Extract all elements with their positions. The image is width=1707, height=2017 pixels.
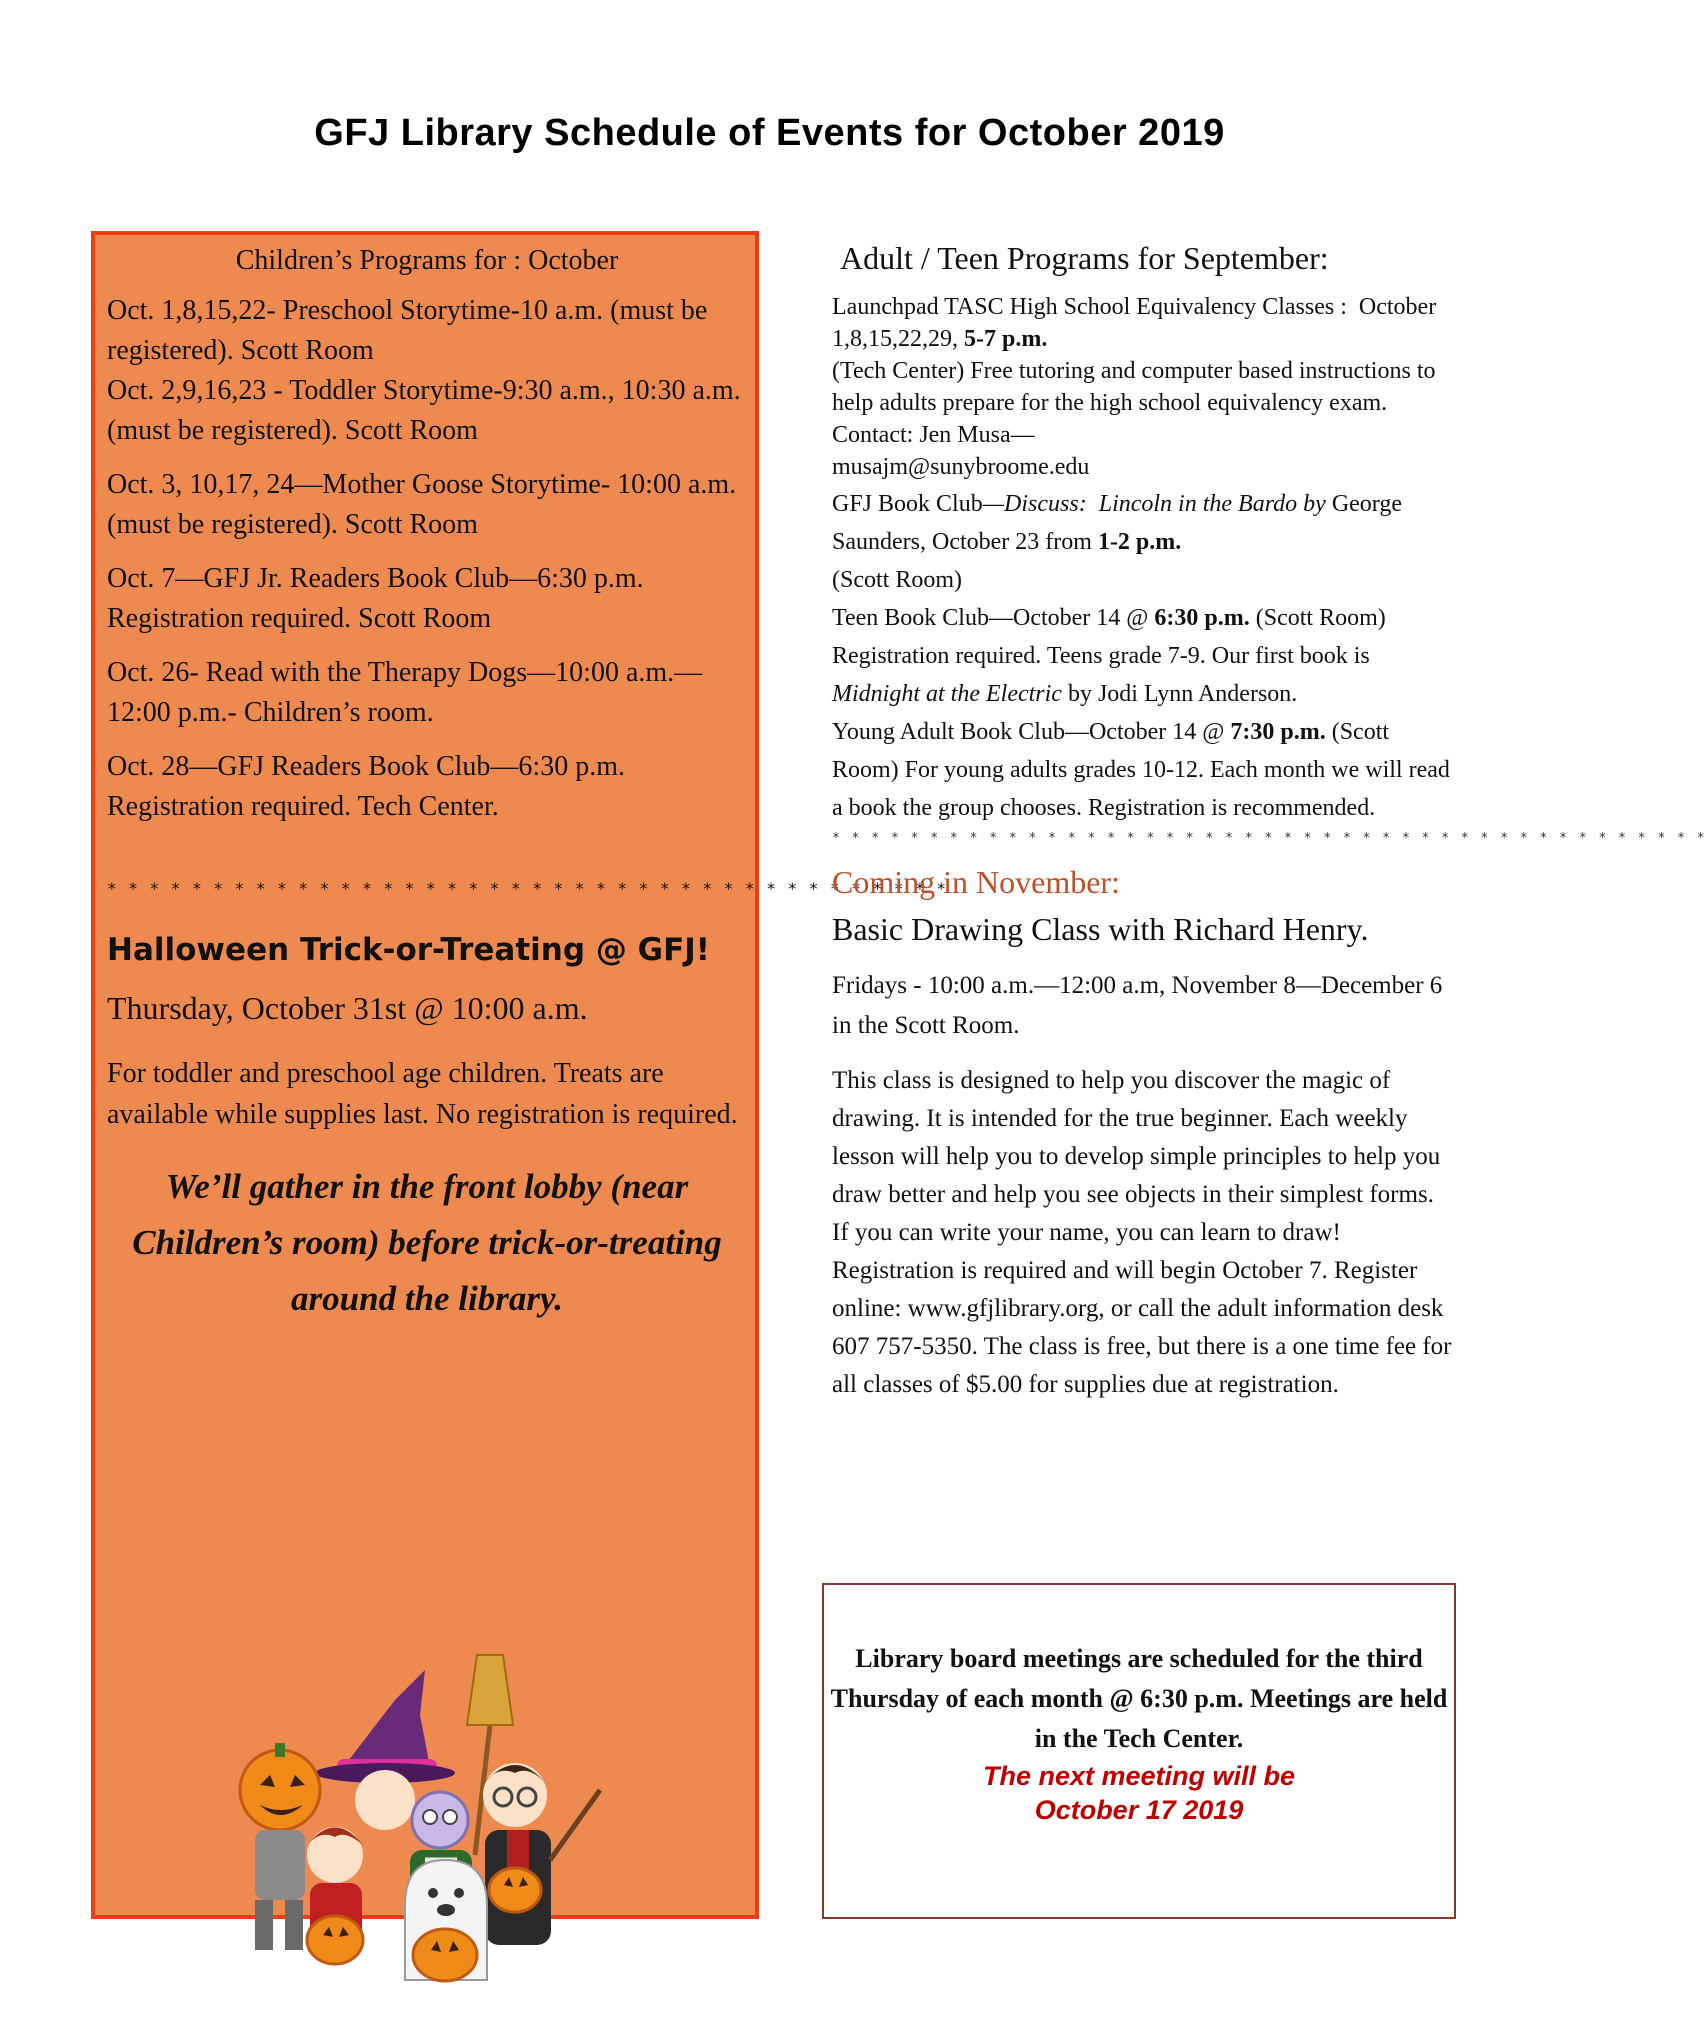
gfj-book-club-when: , October 23 from (919, 529, 1092, 555)
halloween-description: For toddler and preschool age children. Treats are available while supplies last. No registration is required. (107, 1058, 738, 1130)
teen-book-club-when: —October 14 @ (988, 605, 1149, 631)
event-therapy-dogs: Oct. 26- Read with the Therapy Dogs—10:00 a.m.—12:00 p.m.- Children’s room. (107, 657, 703, 728)
launchpad-details: (Tech Center) Free tutoring and computer based instructions to help adults prepare for the high school equivalency exam. Contact: Jen Musa— (832, 358, 1436, 448)
launchpad-dates: October 1,8,15,22,29, (832, 294, 1437, 352)
young-adult-book-club-details: (Scott Room) For young adults grades 10-12. Each month we will read a book the group chooses. Registration is recommended. (832, 719, 1450, 821)
young-adult-book-club-when: —October 14 @ (1064, 719, 1225, 745)
gfj-book-club-time: 1-2 p.m. (1097, 529, 1182, 555)
teen-book-club-book: Midnight at the Electric (832, 681, 1062, 707)
gfj-book-club-title: GFJ Book Club (832, 491, 983, 517)
teen-book-club-details: (Scott Room) Registration required. Teens grade 7-9. Our first book is (832, 605, 1386, 669)
teen-book-club (832, 599, 1452, 713)
event-toddler-storytime: Oct. 2,9,16,23 - Toddler Storytime-9:30 a.m., 10:30 a.m. (must be registered). Scott Room (107, 375, 741, 446)
halloween-date: Thursday, October 31st @ 10:00 a.m. (107, 990, 588, 1026)
adult-programs-heading: Adult / Teen Programs for September: (840, 240, 1329, 276)
gfj-book-club-author: George Saunders (832, 491, 1403, 555)
contact-email: musajm@sunybroome.edu (832, 454, 1090, 480)
teen-book-club-author: by Jodi Lynn Anderson. (1067, 681, 1298, 707)
halloween-title: Halloween Trick-or-Treating @ GFJ! (107, 932, 710, 968)
teen-book-club-title: Teen Book Club (832, 605, 989, 631)
teen-book-club-time: 6:30 p.m. (1154, 605, 1250, 631)
young-adult-book-club-title: Young Adult Book Club (832, 719, 1065, 745)
divider-stars-right: * * * * * * * * * * * * * * * * * * * * * * * * * * * * * * * * * * * * * * * * * * * * * (832, 831, 1707, 846)
halloween-gathering-note: We’ll gather in the front lobby (near Children’s room) before trick-or-treating around the library. (132, 1167, 722, 1318)
gfj-book-club-discuss: —Discuss: (982, 491, 1087, 517)
gfj-book-club-book: Lincoln in the Bardo by (1098, 491, 1326, 517)
divider-stars: * * * * * * * * * * * * * * * * * * * * * * * * * * * * * * * * * * * * * * * * (107, 879, 947, 898)
library-board-notice (822, 1583, 1456, 1919)
gfj-book-club (832, 485, 1452, 599)
halloween-kids-illustration (225, 1655, 645, 1995)
young-adult-book-club (832, 713, 1452, 827)
board-meeting-text: Library board meetings are scheduled for the third Thursday of each month @ 6:30 p.m. Meetings are held in the Tech Center. (830, 1644, 1448, 1753)
event-readers-book-club: Oct. 28—GFJ Readers Book Club—6:30 p.m. Registration required. Tech Center. (107, 751, 625, 822)
page-title: GFJ Library Schedule of Events for October 2019 (314, 112, 1225, 154)
drawing-class-schedule: Fridays - 10:00 a.m.—12:00 a.m, November 8—December 6 in the Scott Room. (832, 972, 1443, 1039)
launchpad-time: 5-7 p.m. (964, 326, 1048, 352)
coming-in-november-heading: Coming in November: (832, 864, 1120, 900)
childrens-programs-heading: Children’s Programs for : October (235, 245, 619, 276)
next-meeting-line2: October 17 2019 (1034, 1795, 1244, 1825)
event-mother-goose-storytime: Oct. 3, 10,17, 24—Mother Goose Storytime- 10:00 a.m. (must be registered). Scott Room (107, 469, 737, 540)
event-preschool-storytime: Oct. 1,8,15,22- Preschool Storytime-10 a.m. (must be registered). Scott Room (107, 295, 708, 366)
next-meeting-line1: The next meeting will be (982, 1761, 1296, 1791)
event-jr-readers-book-club: Oct. 7—GFJ Jr. Readers Book Club—6:30 p.m. Registration required. Scott Room (107, 563, 644, 634)
adult-teen-programs (832, 240, 1707, 1404)
gfj-book-club-room: (Scott Room) (832, 567, 962, 593)
young-adult-book-club-time: 7:30 p.m. (1230, 719, 1326, 745)
launchpad-tasc-program (832, 291, 1452, 483)
drawing-class-title: Basic Drawing Class with Richard Henry. (832, 911, 1369, 947)
launchpad-title: Launchpad TASC High School Equivalency Classes : (832, 294, 1347, 320)
drawing-class-description: This class is designed to help you discover the magic of drawing. It is intended for the true beginner. Each weekly lesson will help you to develop simple principles to help you draw better and help you see objects in their simplest forms. If you can write your name, you can learn to draw! Registration is required and will begin October 7. Register online: www.gfjlibrary.org, or call the adult information desk 607 757-5350. The class is free, but there is a one time fee for all classes of $5.00 for supplies due at registration. (832, 1067, 1452, 1398)
